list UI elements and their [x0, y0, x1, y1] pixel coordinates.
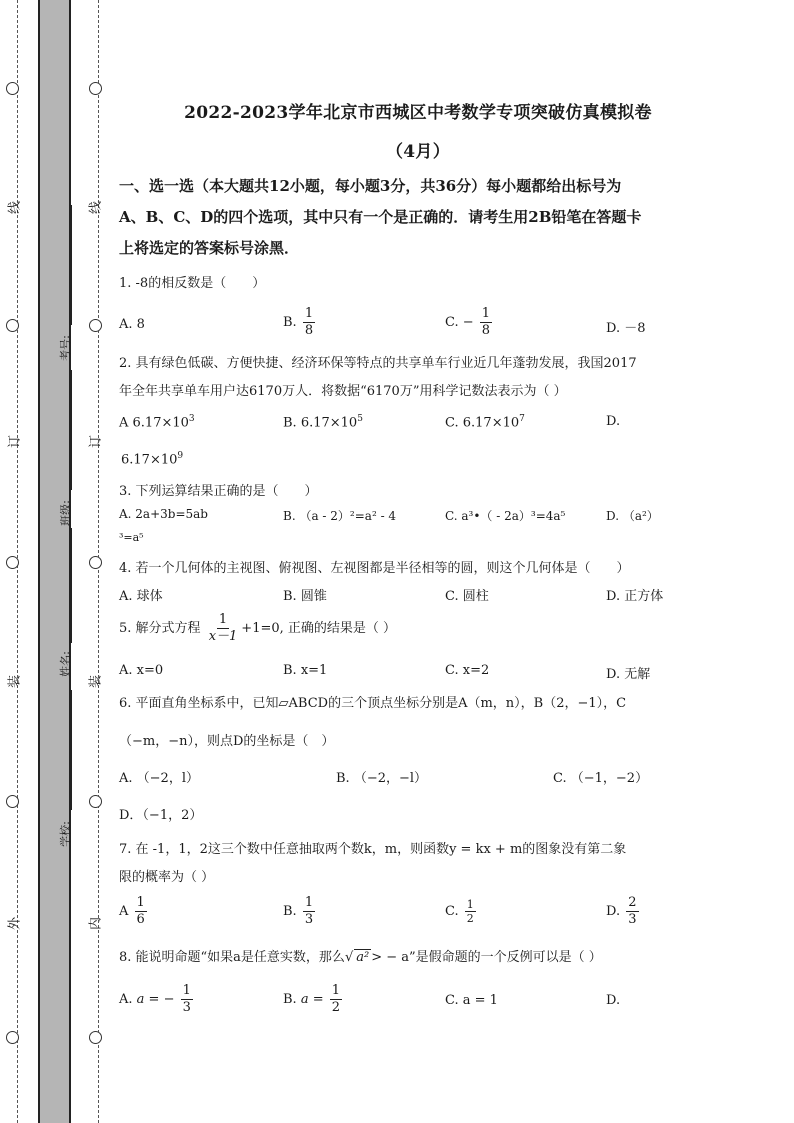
numerator: 2: [628, 895, 637, 910]
binding-hole: [89, 1031, 102, 1044]
fraction: [626, 895, 638, 928]
sqrt-body: a²: [356, 950, 370, 965]
binding-hole: [89, 82, 102, 95]
outer-char-ding: 订: [7, 435, 23, 449]
numerator: 1: [136, 895, 145, 910]
binding-hole: [6, 82, 19, 95]
fraction: [181, 983, 193, 1016]
denominator: 3: [304, 912, 314, 927]
numerator: 1: [331, 983, 341, 998]
binding-hole: [89, 556, 102, 569]
question-7-line2: 限的概率为（ ）: [119, 870, 215, 885]
q2-option-a: [119, 414, 195, 430]
stem-text: +1=0, 正确的结果是（ ）: [241, 621, 397, 636]
q1-option-c: [445, 306, 494, 339]
stem-text: > − a”是假命题的一个反例可以是（ ）: [371, 950, 602, 965]
fraction: [303, 895, 315, 928]
q2-option-d: [121, 451, 183, 467]
question-2-stem: [119, 350, 679, 406]
fraction: [207, 612, 240, 645]
option-label: C. −: [445, 315, 474, 330]
field-class: 班级:: [59, 500, 72, 526]
option-label: B.: [283, 315, 297, 330]
binding-hole: [6, 795, 19, 808]
q5-option-c: C. x=2: [445, 663, 490, 678]
exponent: 9: [177, 451, 184, 461]
option-label: C.: [445, 904, 459, 919]
field-line: [71, 690, 72, 810]
denominator: 2: [331, 1000, 341, 1015]
numerator: 1: [304, 306, 314, 321]
q2-option-b: [283, 414, 363, 430]
fraction: [480, 306, 492, 339]
q5-option-a: A. x=0: [119, 663, 164, 678]
question-3-stem: 3. 下列运算结果正确的是（ ）: [119, 484, 318, 499]
q3-option-c: C. a³•（ - 2a）³=4a⁵: [445, 509, 566, 523]
numerator: 1: [304, 895, 314, 910]
question-1-stem: 1. -8的相反数是（ ）: [119, 276, 266, 291]
option-text: B. 6.17×10: [283, 415, 358, 431]
q8-option-b: [283, 983, 344, 1016]
option-label: D.: [606, 904, 621, 919]
inner-char-xian: 线: [88, 201, 104, 215]
q1-option-a: A. 8: [119, 317, 145, 332]
field-line: [71, 528, 72, 643]
q3-option-a: A. 2a+3b=5ab: [119, 507, 208, 521]
page-title: 2022-2023学年北京市西城区中考数学专项突破仿真模拟卷: [184, 103, 652, 123]
denominator: 3: [182, 1000, 191, 1015]
fraction: [330, 983, 342, 1016]
fraction: [303, 306, 315, 339]
q1-option-d: D. －8: [606, 321, 646, 336]
q5-option-d: D. 无解: [606, 667, 651, 682]
binding-hole: [6, 319, 19, 332]
fraction: [135, 895, 147, 928]
field-name: 姓名:: [59, 651, 72, 677]
stem-line: 2. 具有绿色低碳、方便快捷、经济环保等特点的共享单车行业近几年蓬勃发展，我国2017: [119, 356, 637, 371]
q8-option-a: [119, 983, 195, 1016]
exponent: 7: [519, 414, 525, 424]
field-school: 学校:: [59, 821, 72, 847]
option-label: B.: [283, 992, 297, 1007]
q4-option-d: D. 正方体: [606, 589, 664, 604]
question-4-stem: 4. 若一个几何体的主视图、俯视图、左视图都是半径相等的圆，则这个几何体是（ ）: [119, 561, 630, 576]
option-label: A: [119, 904, 129, 919]
field-line: [71, 205, 72, 325]
q2-option-d-label: D.: [606, 414, 621, 429]
q6-option-d: D．（−1，2）: [119, 808, 203, 823]
section-line: A、B、C、D的四个选项，其中只有一个是正确的．请考生用2B铅笔在答题卡: [119, 208, 642, 226]
question-8-stem: [119, 946, 602, 965]
outer-char-wai: 外: [7, 917, 23, 931]
stem-text: 8. 能说明命题“如果a是任意实数，那么: [119, 950, 345, 965]
q6-option-c: C. （−1，−2）: [553, 771, 649, 786]
option-label: A.: [119, 992, 133, 1007]
numerator: 1: [481, 306, 491, 321]
stem-line: 年全年共享单车用户达6170万人．将数据“6170万”用科学记数法表示为（ ）: [119, 384, 567, 399]
denominator: x－1: [208, 629, 238, 644]
q4-option-b: B. 圆锥: [283, 589, 327, 604]
binding-hole: [6, 1031, 19, 1044]
q3-option-d-cont: ³=a⁵: [119, 531, 144, 544]
outer-char-xian: 线: [7, 201, 23, 215]
denominator: 8: [481, 323, 491, 338]
denominator: 3: [628, 912, 637, 927]
option-label: B.: [283, 904, 297, 919]
q7-option-a: [119, 895, 149, 928]
sqrt-sign: √: [344, 950, 354, 965]
q1-option-b: [283, 306, 317, 339]
question-5-stem: [119, 612, 396, 645]
binding-hole: [89, 795, 102, 808]
numerator: 1: [466, 898, 474, 911]
numerator: 1: [182, 983, 191, 998]
q4-option-a: A. 球体: [119, 589, 163, 604]
section-instructions: [119, 171, 669, 264]
exponent: 3: [188, 414, 195, 424]
fraction: [465, 898, 476, 925]
binding-band: [38, 0, 71, 1123]
option-text: A 6.17×10: [119, 415, 189, 431]
option-text: C. 6.17×10: [445, 415, 520, 431]
q6-option-b: B. （−2，−l）: [336, 771, 428, 786]
binding-hole: [6, 556, 19, 569]
option-text: a =: [300, 992, 328, 1007]
q8-option-c: C. a = 1: [445, 993, 498, 1008]
inner-char-zhuang: 装: [88, 675, 104, 689]
q3-option-d: D. （a²）: [606, 509, 659, 523]
section-line: 上将选定的答案标号涂黑．: [119, 239, 300, 257]
q7-option-c: [445, 898, 478, 925]
inner-char-ding: 订: [88, 435, 104, 449]
q3-option-b: B. （a - 2）²=a² - 4: [283, 509, 397, 523]
stem-text: 5. 解分式方程: [119, 621, 201, 636]
option-text: a = −: [136, 992, 175, 1007]
question-6-line2: （−m，−n），则点D的坐标是（ ）: [119, 734, 335, 749]
q7-option-d: [606, 895, 641, 928]
denominator: 8: [304, 323, 314, 338]
question-6-line1: 6. 平面直角坐标系中，已知▱ABCD的三个顶点坐标分别是A（m，n），B（2，−1），C: [119, 696, 627, 711]
q4-option-c: C. 圆柱: [445, 589, 489, 604]
question-7-line1: 7. 在 -1，1，2这三个数中任意抽取两个数k，m，则函数y = kx + m的图象没有第二象: [119, 842, 627, 857]
exponent: 5: [357, 414, 363, 424]
field-exam-number: 考号:: [59, 335, 72, 361]
q5-option-b: B. x=1: [283, 663, 328, 678]
option-text: 6.17×10: [121, 452, 178, 468]
binding-hole: [89, 319, 102, 332]
denominator: 6: [136, 912, 145, 927]
section-line: 一、选一选（本大题共12小题，每小题3分，共36分）每小题都给出标号为: [119, 177, 622, 195]
page-subtitle: （4月）: [385, 142, 451, 162]
outer-char-zhuang: 装: [7, 675, 23, 689]
denominator: 2: [466, 912, 474, 925]
numerator: 1: [218, 612, 228, 627]
inner-char-nei: 内: [88, 917, 104, 931]
field-line: [71, 370, 72, 490]
q8-option-d: D.: [606, 993, 621, 1008]
q2-option-c: [445, 414, 525, 430]
q6-option-a: A. （−2，l）: [119, 771, 199, 786]
q7-option-b: [283, 895, 317, 928]
